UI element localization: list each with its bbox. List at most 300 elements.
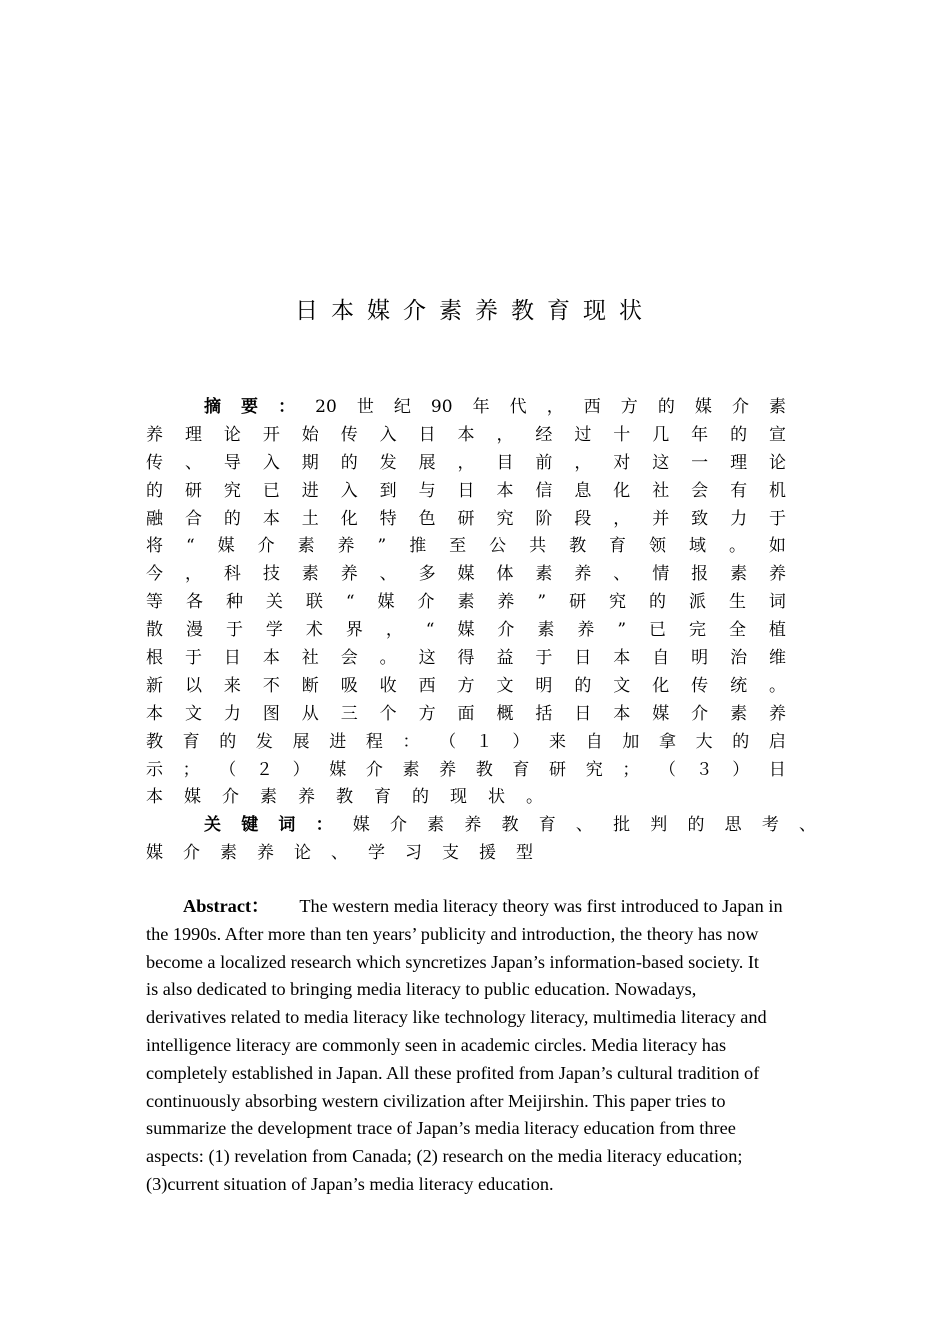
cn-char: 究: [585, 759, 603, 780]
cn-char: 治: [730, 648, 748, 669]
cn-char: 育: [609, 536, 627, 557]
cn-char: 养: [769, 703, 786, 724]
cn-char: 这: [652, 452, 670, 473]
cn-char: 媒: [457, 564, 475, 585]
cn-char: 界: [345, 620, 363, 641]
cn-char: ：: [278, 397, 296, 417]
cn-char: 并: [652, 508, 670, 529]
keywords-cn-line-2: [146, 840, 786, 868]
cn-char: 本: [613, 703, 631, 724]
cn-char: 开: [262, 424, 280, 445]
cn-char: 完: [688, 620, 706, 641]
cn-char: 概: [496, 703, 514, 724]
abstract-en-line: derivatives related to media literacy like technology literacy, multimedia literacy and: [146, 1007, 767, 1028]
cn-char: 育: [538, 815, 556, 836]
cn-char: 教: [146, 731, 163, 752]
abstract-en-line: the 1990s. After more than ten years’ publicity and introduction, the theory has now: [146, 923, 759, 944]
cn-char: 介: [691, 703, 709, 724]
cn-char: 色: [418, 508, 436, 529]
cn-char: 到: [379, 480, 397, 501]
cn-char: 关: [265, 592, 283, 613]
cn-char: 自: [652, 648, 670, 669]
cn-char: ，: [546, 397, 564, 417]
cn-char: 素: [220, 843, 237, 864]
cn-char: 期: [301, 452, 319, 473]
cn-char: ，: [457, 452, 475, 473]
cn-char: 论: [223, 424, 241, 445]
cn-char: 会: [691, 480, 709, 501]
cn-char: 融: [146, 508, 163, 529]
cn-char: 日: [768, 759, 786, 780]
cn-char: 化: [652, 675, 670, 696]
cn-char: 纪: [393, 397, 411, 417]
abstract-cn-line: [146, 645, 786, 673]
cn-char: 派: [688, 592, 706, 613]
cn-char: 、: [575, 815, 593, 836]
abstract-en-line: continuously absorbing western civilization after Meijirshin. This paper tries to: [146, 1090, 726, 1111]
cn-char: 多: [418, 564, 436, 585]
cn-char: “: [425, 620, 435, 641]
cn-char: 养: [577, 620, 595, 641]
cn-char: 养: [340, 564, 358, 585]
cn-char: 段: [574, 508, 592, 529]
cn-char: 各: [185, 592, 203, 613]
cn-char: 报: [691, 564, 709, 585]
cn-char: 力: [223, 703, 241, 724]
cn-char: 展: [292, 731, 310, 752]
cn-char: 生: [728, 592, 746, 613]
cn-char: 媒: [652, 703, 670, 724]
abstract-cn-line: [146, 617, 786, 645]
cn-char: 养: [464, 815, 482, 836]
cn-char: 养: [146, 424, 163, 445]
cn-char: 来: [549, 731, 567, 752]
cn-char: 日: [457, 480, 475, 501]
cn-char: （: [658, 759, 676, 780]
cn-char: 世: [356, 397, 374, 417]
cn-char: 的: [687, 815, 705, 836]
cn-char: 图: [262, 703, 280, 724]
cn-char: 维: [769, 648, 786, 669]
cn-char: 介: [222, 787, 239, 808]
cn-char: 习: [405, 843, 422, 864]
cn-char: 究: [609, 592, 627, 613]
cn-char: 学: [265, 620, 283, 641]
cn-char: 。: [728, 536, 746, 557]
cn-char: 判: [650, 815, 668, 836]
cn-char: 如: [768, 536, 786, 557]
cn-char: 明: [691, 648, 709, 669]
cn-char: 学: [368, 843, 385, 864]
cn-char: 一: [691, 452, 709, 473]
cn-char: 理: [730, 452, 748, 473]
abstract-cn-line: [146, 701, 786, 729]
cn-char: 本: [613, 648, 631, 669]
cn-char: 日: [418, 424, 436, 445]
cn-char: 状: [488, 787, 505, 808]
abstract-en-line: is also dedicated to bringing media literacy to public education. Nowadays,: [146, 979, 697, 1000]
cn-char: 从: [301, 703, 319, 724]
cn-char: 研: [457, 508, 475, 529]
cn-char: 传: [146, 452, 163, 473]
abstract-cn: [146, 394, 816, 868]
cn-char: 。: [526, 787, 543, 808]
cn-char: 支: [442, 843, 459, 864]
cn-char: 化: [613, 480, 631, 501]
cn-char: 括: [535, 703, 553, 724]
cn-char: 的: [219, 731, 237, 752]
cn-char: 西: [583, 397, 601, 417]
cn-char: 联: [305, 592, 323, 613]
cn-char: 土: [301, 508, 319, 529]
cn-char: 三: [340, 703, 358, 724]
cn-char: 的: [732, 731, 750, 752]
cn-char: 媒: [146, 843, 163, 864]
cn-char: 育: [512, 759, 530, 780]
cn-char: 特: [379, 508, 397, 529]
cn-char: ，: [574, 452, 592, 473]
cn-char: 个: [379, 703, 397, 724]
cn-char: 息: [574, 480, 592, 501]
cn-char: 究: [223, 480, 241, 501]
cn-char: 代: [509, 397, 527, 417]
cn-char: 于: [225, 620, 243, 641]
cn-char: 技: [262, 564, 280, 585]
cn-char: 本: [262, 648, 280, 669]
cn-char: 养: [497, 592, 515, 613]
cn-char: 论: [294, 843, 311, 864]
cn-char: 育: [374, 787, 391, 808]
cn-char: 日: [574, 648, 592, 669]
cn-char: 于: [769, 508, 786, 529]
cn-char: 社: [301, 648, 319, 669]
cn-char: 不: [262, 675, 280, 696]
abstract-cn-line: [146, 784, 786, 812]
cn-char: 素: [535, 564, 553, 585]
abstract-cn-line: [146, 589, 786, 617]
cn-char: 素: [297, 536, 315, 557]
cn-char: 入: [379, 424, 397, 445]
cn-char: 型: [516, 843, 533, 864]
cn-char: ，: [496, 424, 514, 445]
cn-char: 媒: [457, 620, 475, 641]
cn-char: 示: [146, 759, 163, 780]
cn-char: 得: [457, 648, 475, 669]
cn-char: 来: [223, 675, 241, 696]
cn-char: 散: [146, 620, 163, 641]
cn-char: 的: [223, 508, 241, 529]
cn-char: ３: [695, 759, 713, 780]
cn-char: 究: [496, 508, 514, 529]
cn-char: 援: [479, 843, 496, 864]
cn-char: 要: [241, 397, 259, 417]
cn-char: 十: [613, 424, 631, 445]
keywords-cn-line-1: [146, 812, 816, 840]
cn-char: 过: [574, 424, 592, 445]
cn-char: 断: [301, 675, 319, 696]
cn-char: 的: [146, 480, 163, 501]
abstract-en-line: summarize the development trace of Japan’s media literacy education from three: [146, 1118, 736, 1139]
cn-char: 素: [768, 397, 786, 417]
cn-char: 年: [691, 424, 709, 445]
cn-char: 推: [409, 536, 427, 557]
abstract-en-line: completely established in Japan. All these profited from Japan’s cultural tradition of: [146, 1062, 760, 1083]
abstract-en-line: intelligence literacy are commonly seen in academic circles. Media literacy has: [146, 1034, 727, 1055]
cn-char: 媒: [184, 787, 201, 808]
cn-char: 介: [497, 620, 515, 641]
abstract-en-line: (3)current situation of Japan’s media literacy education.: [146, 1173, 554, 1194]
cn-char: 力: [730, 508, 748, 529]
cn-char: 文: [496, 675, 514, 696]
cn-char: ；: [622, 759, 640, 780]
cn-char: 本: [496, 480, 514, 501]
cn-char: 入: [262, 452, 280, 473]
cn-char: 至: [449, 536, 467, 557]
cn-char: 吸: [340, 675, 358, 696]
cn-char: 新: [146, 675, 163, 696]
cn-char: 启: [768, 731, 786, 752]
cn-char: ：: [315, 815, 333, 836]
abstract-en-line: become a localized research which syncretizes Japan’s information-based society. It: [146, 951, 760, 972]
cn-char: 会: [340, 648, 358, 669]
cn-char: 社: [652, 480, 670, 501]
cn-char: 键: [241, 815, 259, 836]
cn-char: 体: [496, 564, 514, 585]
cn-char: 养: [298, 787, 315, 808]
abstract-cn-line: [146, 561, 786, 589]
cn-char: 素: [730, 703, 748, 724]
cn-char: 本: [457, 424, 475, 445]
cn-char: 素: [457, 592, 475, 613]
cn-char: 益: [496, 648, 514, 669]
cn-char: 关: [204, 815, 221, 836]
cn-char: 这: [418, 648, 436, 669]
abstract-cn-line: [146, 533, 786, 561]
cn-char: 摘: [204, 397, 221, 417]
cn-char: 词: [768, 592, 786, 613]
cn-char: 媒: [377, 592, 395, 613]
cn-char: 方: [418, 703, 436, 724]
cn-char: 将: [146, 536, 163, 557]
cn-char: 对: [613, 452, 631, 473]
cn-char: 、: [379, 564, 397, 585]
cn-char: 面: [457, 703, 475, 724]
cn-char: 明: [535, 675, 553, 696]
abstract-en-label: Abstract：: [183, 896, 270, 916]
cn-char: 域: [688, 536, 706, 557]
cn-char: ，: [613, 508, 631, 529]
cn-char: 统: [730, 675, 748, 696]
cn-char: 素: [730, 564, 748, 585]
abstract-en: [146, 893, 810, 1199]
cn-char: 思: [724, 815, 742, 836]
cn-char: 科: [223, 564, 241, 585]
cn-char: 漫: [185, 620, 203, 641]
cn-char: 、: [613, 564, 631, 585]
abstract-en-text: The western media literacy theory was first introduced to Japan in: [299, 896, 783, 916]
cn-char: 导: [223, 452, 241, 473]
cn-char: 今: [146, 564, 163, 585]
abstract-cn-line: [146, 729, 786, 757]
cn-char: 本: [146, 787, 163, 808]
cn-char: 几: [652, 424, 670, 445]
cn-char: 以: [184, 675, 202, 696]
cn-char: 程: [365, 731, 383, 752]
abstract-cn-line: [146, 422, 786, 450]
cn-char: 媒: [217, 536, 235, 557]
cn-char: 考: [761, 815, 779, 836]
cn-char: 教: [475, 759, 493, 780]
cn-char: 研: [549, 759, 567, 780]
cn-char: ）: [732, 759, 750, 780]
cn-char: 拿: [658, 731, 676, 752]
cn-char: 植: [768, 620, 786, 641]
cn-char: 文: [184, 703, 202, 724]
cn-char: 加: [622, 731, 640, 752]
cn-char: 情: [652, 564, 670, 585]
cn-char: 介: [257, 536, 275, 557]
cn-char: 20: [315, 397, 337, 417]
cn-char: 始: [301, 424, 319, 445]
cn-char: 机: [769, 480, 786, 501]
cn-char: 教: [336, 787, 353, 808]
cn-char: 的: [340, 452, 358, 473]
cn-char: 经: [535, 424, 553, 445]
cn-char: 已: [649, 620, 666, 641]
cn-char: 教: [501, 815, 519, 836]
cn-char: 媒: [352, 815, 370, 836]
cn-char: 传: [691, 675, 709, 696]
cn-char: 致: [691, 508, 709, 529]
cn-char: 媒: [694, 397, 712, 417]
cn-char: 介: [731, 397, 749, 417]
cn-char: 育: [182, 731, 200, 752]
cn-char: 于: [535, 648, 553, 669]
cn-char: 合: [184, 508, 202, 529]
abstract-cn-line: [146, 450, 786, 478]
cn-char: 进: [329, 731, 347, 752]
cn-char: 素: [427, 815, 445, 836]
cn-char: 共: [529, 536, 547, 557]
cn-char: 已: [262, 480, 280, 501]
cn-char: 等: [146, 592, 163, 613]
cn-char: 宣: [769, 424, 786, 445]
cn-char: ；: [182, 759, 200, 780]
cn-char: 领: [649, 536, 666, 557]
cn-char: 研: [569, 592, 587, 613]
cn-char: 的: [657, 397, 675, 417]
abstract-cn-lines: [146, 394, 786, 812]
cn-char: 素: [402, 759, 420, 780]
cn-char: 发: [379, 452, 397, 473]
cn-char: 根: [146, 648, 163, 669]
cn-char: 批: [613, 815, 631, 836]
cn-char: 现: [450, 787, 467, 808]
abstract-cn-line: [146, 673, 786, 701]
cn-char: （: [219, 759, 237, 780]
cn-char: 养: [337, 536, 355, 557]
cn-char: 阶: [535, 508, 553, 529]
cn-char: 发: [255, 731, 273, 752]
cn-char: 有: [730, 480, 748, 501]
cn-char: 公: [489, 536, 507, 557]
cn-char: 方: [620, 397, 638, 417]
cn-char: ２: [255, 759, 273, 780]
cn-char: 收: [379, 675, 397, 696]
cn-char: “: [185, 536, 195, 557]
cn-char: 、: [184, 452, 202, 473]
cn-char: 。: [769, 675, 786, 696]
cn-char: 日: [223, 648, 241, 669]
cn-char: 信: [535, 480, 553, 501]
cn-char: ”: [617, 620, 627, 641]
cn-char: 养: [439, 759, 457, 780]
cn-char: 方: [457, 675, 475, 696]
cn-char: 大: [695, 731, 713, 752]
cn-char: ”: [377, 536, 387, 557]
cn-char: 理: [184, 424, 202, 445]
cn-char: 于: [184, 648, 202, 669]
cn-char: 90: [430, 397, 453, 417]
cn-char: 全: [728, 620, 746, 641]
cn-char: ）: [512, 731, 530, 752]
cn-char: 自: [585, 731, 603, 752]
cn-char: 本: [262, 508, 280, 529]
cn-char: 术: [305, 620, 323, 641]
cn-char: 年: [472, 397, 490, 417]
cn-char: （: [439, 731, 457, 752]
cn-char: 西: [418, 675, 436, 696]
cn-char: 介: [417, 592, 435, 613]
abstract-cn-line: [146, 478, 786, 506]
abstract-cn-line: [146, 394, 786, 422]
cn-char: “: [345, 592, 355, 613]
cn-char: 前: [535, 452, 553, 473]
cn-char: 化: [340, 508, 358, 529]
cn-char: １: [475, 731, 493, 752]
cn-char: 、: [331, 843, 348, 864]
cn-char: 进: [301, 480, 319, 501]
cn-char: 研: [184, 480, 202, 501]
cn-char: 种: [225, 592, 243, 613]
cn-char: 素: [260, 787, 277, 808]
paper-title: 日本媒介素养教育现状: [295, 298, 655, 324]
cn-char: ）: [292, 759, 310, 780]
cn-char: 养: [769, 564, 786, 585]
cn-char: 的: [730, 424, 748, 445]
cn-char: 媒: [329, 759, 347, 780]
cn-char: ，: [184, 564, 202, 585]
abstract-cn-line: [146, 757, 786, 785]
cn-char: 与: [418, 480, 436, 501]
cn-char: ，: [385, 620, 403, 641]
cn-char: 养: [574, 564, 592, 585]
cn-char: 目: [496, 452, 514, 473]
cn-char: 教: [569, 536, 587, 557]
cn-char: 素: [537, 620, 555, 641]
abstract-cn-line: [146, 506, 786, 534]
cn-char: 养: [257, 843, 274, 864]
cn-char: 。: [379, 648, 397, 669]
cn-char: ”: [537, 592, 547, 613]
cn-char: 传: [340, 424, 358, 445]
cn-char: 入: [340, 480, 358, 501]
cn-char: ：: [402, 731, 420, 752]
cn-char: 介: [389, 815, 407, 836]
cn-char: 展: [418, 452, 436, 473]
cn-char: 的: [649, 592, 666, 613]
cn-char: 的: [412, 787, 429, 808]
